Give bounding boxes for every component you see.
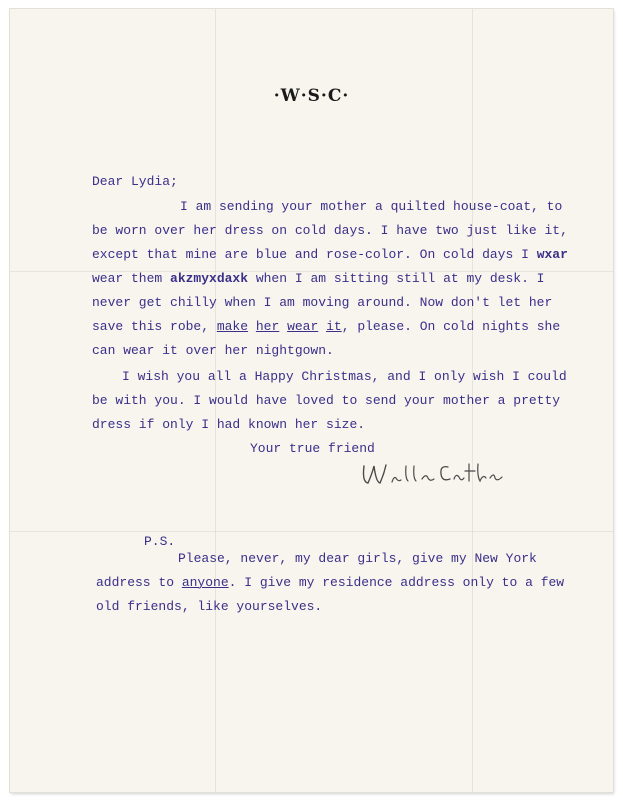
- underlined-word: anyone: [181, 575, 229, 590]
- ps-line: old friends, like yourselves.: [96, 599, 323, 614]
- body-line: be with you. I would have loved to send your mother a pretty: [92, 393, 561, 408]
- signature: [356, 452, 506, 492]
- body-text: when I am sitting still at my desk. I: [248, 271, 545, 286]
- ps-line: [96, 575, 564, 590]
- body-line: I am sending your mother a quilted house-coat, to: [180, 199, 563, 214]
- closing: Your true friend: [250, 441, 375, 456]
- fold-line: [10, 531, 613, 532]
- body-line: can wear it over her nightgown.: [92, 343, 334, 358]
- body-line: dress if only I had known her size.: [92, 417, 366, 432]
- struck-word: akzmyxdaxk: [170, 271, 249, 286]
- body-line: never get chilly when I am moving around. Now don't let her: [92, 295, 553, 310]
- ps-text: . I give my residence address only to a few: [228, 575, 565, 590]
- body-text: , please. On cold nights she: [341, 319, 561, 334]
- ps-label: P.S.: [144, 534, 176, 549]
- body-text: wear them: [92, 271, 171, 286]
- salutation: Dear Lydia;: [92, 174, 178, 189]
- underlined-word: her: [255, 319, 280, 334]
- body-line: I wish you all a Happy Christmas, and I only wish I could: [122, 369, 567, 384]
- underlined-word: wear: [287, 319, 319, 334]
- body-text: save this robe,: [92, 319, 217, 334]
- body-line: [92, 319, 560, 334]
- body-text: except that mine are blue and rose-color. On cold days I: [92, 247, 537, 262]
- underlined-word: it: [326, 319, 342, 334]
- underlined-word: make: [216, 319, 249, 334]
- ps-line: Please, never, my dear girls, give my New York: [178, 551, 537, 566]
- letterhead-monogram: ·W·S·C·: [273, 86, 350, 106]
- body-line: [92, 271, 544, 286]
- body-line: be worn over her dress on cold days. I have two just like it,: [92, 223, 568, 238]
- struck-word: wxar: [536, 247, 568, 262]
- body-line: [92, 247, 568, 262]
- ps-text: address to: [96, 575, 182, 590]
